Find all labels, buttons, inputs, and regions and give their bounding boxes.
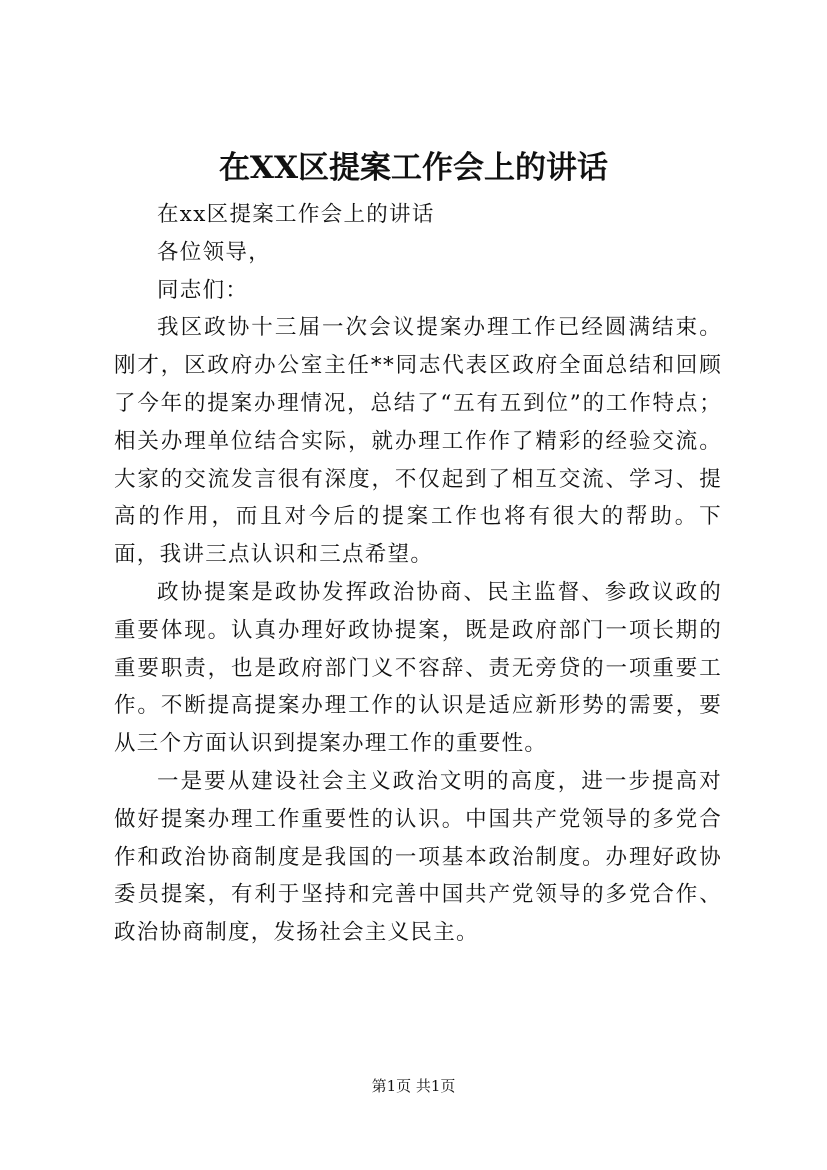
page-footer: 第1页 共1页	[371, 1077, 456, 1095]
body-paragraph-intro: 我区政协十三届一次会议提案办理工作已经圆满结束。刚才，区政府办公室主任**同志代表区政府全面总结和回顾了今年的提案办理情况，总结了“五有五到位”的工作特点；相关办理单位结合实际，就办理工作作了精彩的经验交流。大家的交流发言很有深度，不仅起到了相互交流、学习、提高的作用，而且对今后的提案工作也将有很大的帮助。下面，我讲三点认识和三点希望。	[114, 315, 722, 568]
body-paragraph-point-one: 一是要从建设社会主义政治文明的高度，进一步提高对做好提案办理工作重要性的认识。中国共产党领导的多党合作和政治协商制度是我国的一项基本政治制度。办理好政协委员提案，有利于坚持和完善中国共产党领导的多党合作、政治协商制度，发扬社会主义民主。	[114, 768, 722, 946]
document-title: 在XX区提案工作会上的讲话	[218, 150, 609, 186]
body-paragraph-salutation-leaders: 各位领导，	[157, 239, 272, 265]
body-paragraph-importance: 政协提案是政协发挥政治协商、民主监督、参政议政的重要体现。认真办理好政协提案，既是政府部门一项长期的重要职责，也是政府部门义不容辞、责无旁贷的一项重要工作。不断提高提案办理工作的认识是适应新形势的需要，要从三个方面认识到提案办理工作的重要性。	[114, 579, 722, 757]
body-paragraph-subtitle: 在xx区提案工作会上的讲话	[157, 202, 435, 227]
document-body	[114, 196, 722, 952]
body-paragraph-salutation-comrades: 同志们：	[157, 277, 249, 303]
